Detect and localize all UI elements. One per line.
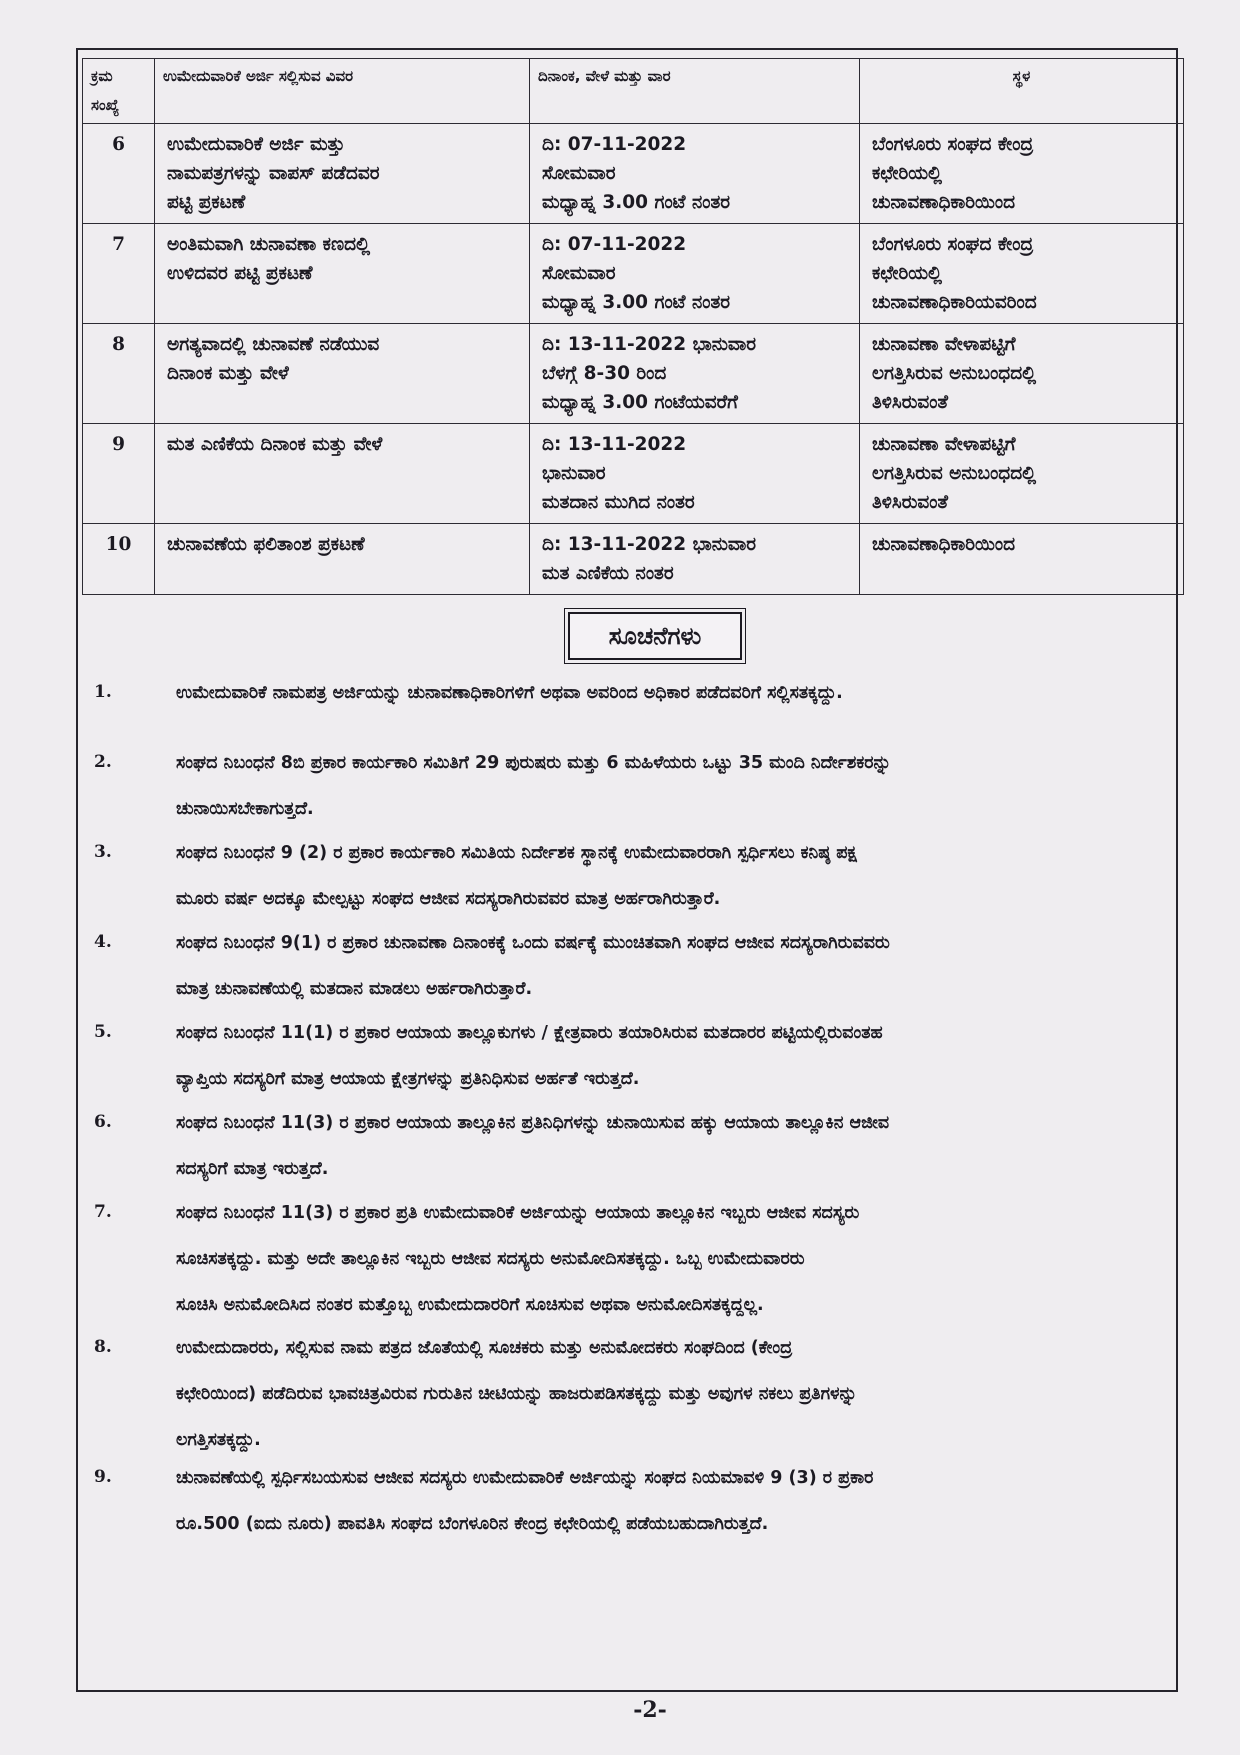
row-date-time-line: ಸೋಮವಾರ (542, 263, 616, 284)
row-place (860, 324, 1184, 424)
row-date-time-line: ಮಧ್ಯಾಹ್ನ 3.00 ಗಂಟೆ ನಂತರ (542, 192, 731, 213)
note-text (176, 830, 1176, 922)
row-date-time (530, 124, 860, 224)
note-number: 7. (94, 1202, 112, 1222)
row-place-line: ಚುನಾವಣಾಧಿಕಾರಿಯಿಂದ (872, 192, 1016, 213)
row-date-time (530, 524, 860, 595)
row-place-line: ತಿಳಿಸಿರುವಂತೆ (872, 492, 948, 513)
row-date-time (530, 324, 860, 424)
note-text (176, 1325, 1176, 1463)
row-place-line: ಕಛೇರಿಯಲ್ಲಿ (872, 163, 943, 184)
note-text (176, 920, 1176, 1012)
row-date-time-line: ಭಾನುವಾರ (542, 463, 606, 484)
table-row (83, 424, 1184, 524)
note-text-line: ಸಂಘದ ನಿಬಂಧನೆ 11(3) ರ ಪ್ರಕಾರ ಆಯಾಯ ತಾಲ್ಲೂಕಿನ ಪ್ರತಿನಿಧಿಗಳನ್ನು ಚುನಾಯಿಸುವ ಹಕ್ಕು ಆಯಾಯ ತಾಲ್ಲೂಕಿನ ಆಜೀವ (176, 1113, 890, 1133)
header-date-time: ದಿನಾಂಕ, ವೇಳೆ ಮತ್ತು ವಾರ (530, 59, 860, 124)
row-date-time-line: ಬೆಳಗ್ಗೆ 8-30 ರಿಂದ (542, 363, 667, 384)
header-description: ಉಮೇದುವಾರಿಕೆ ಅರ್ಜಿ ಸಲ್ಲಿಸುವ ವಿವರ (155, 59, 530, 124)
note-text (176, 1455, 1176, 1547)
row-date-time-line: ಮತ ಎಣಿಕೆಯ ನಂತರ (542, 563, 674, 584)
row-place-line: ಲಗತ್ತಿಸಿರುವ ಅನುಬಂಧದಲ್ಲಿ (872, 463, 1037, 484)
row-serial-no: 8 (83, 324, 155, 424)
header-place: ಸ್ಥಳ (860, 59, 1184, 124)
row-description (155, 124, 530, 224)
note-text-line: ರೂ.500 (ಐದು ನೂರು) ಪಾವತಿಸಿ ಸಂಘದ ಬೆಂಗಳೂರಿನ ಕೇಂದ್ರ ಕಛೇರಿಯಲ್ಲಿ ಪಡೆಯಬಹುದಾಗಿರುತ್ತದೆ. (176, 1514, 769, 1534)
note-number: 5. (94, 1022, 112, 1042)
note-text-line: ವ್ಯಾಪ್ತಿಯ ಸದಸ್ಯರಿಗೆ ಮಾತ್ರ ಆಯಾಯ ಕ್ಷೇತ್ರಗಳನ್ನು ಪ್ರತಿನಿಧಿಸುವ ಅರ್ಹತೆ ಇರುತ್ತದೆ. (176, 1069, 640, 1089)
note-text-line: ಸಂಘದ ನಿಬಂಧನೆ 11(3) ರ ಪ್ರಕಾರ ಪ್ರತಿ ಉಮೇದುವಾರಿಕೆ ಅರ್ಜಿಯನ್ನು ಆಯಾಯ ತಾಲ್ಲೂಕಿನ ಇಬ್ಬರು ಆಜೀವ ಸದಸ್ಯರು (176, 1203, 860, 1223)
table-row (83, 324, 1184, 424)
note-number: 3. (94, 842, 112, 862)
row-place (860, 524, 1184, 595)
note-number: 4. (94, 932, 112, 952)
row-description-line: ದಿನಾಂಕ ಮತ್ತು ವೇಳೆ (167, 363, 289, 384)
row-description-line: ಉಳಿದವರ ಪಟ್ಟಿ ಪ್ರಕಟಣೆ (167, 263, 313, 284)
table-row (83, 124, 1184, 224)
table-row (83, 524, 1184, 595)
note-text-line: ಚುನಾಯಿಸಬೇಕಾಗುತ್ತದೆ. (176, 799, 314, 819)
row-place (860, 424, 1184, 524)
note-text-line: ಸೂಚಿಸಿ ಅನುಮೋದಿಸಿದ ನಂತರ ಮತ್ತೊಬ್ಬ ಉಮೇದುದಾರರಿಗೆ ಸೂಚಿಸುವ ಅಥವಾ ಅನುಮೋದಿಸತಕ್ಕದ್ದಲ್ಲ. (176, 1295, 764, 1315)
row-place-line: ಚುನಾವಣಾ ವೇಳಾಪಟ್ಟಿಗೆ (872, 434, 1016, 455)
row-serial-no: 9 (83, 424, 155, 524)
row-place-line: ಚುನಾವಣಾ ವೇಳಾಪಟ್ಟಿಗೆ (872, 334, 1016, 355)
row-description (155, 524, 530, 595)
note-text (176, 1190, 1176, 1328)
row-date-time-line: ಮಧ್ಯಾಹ್ನ 3.00 ಗಂಟೆಯವರೆಗೆ (542, 392, 738, 413)
row-place-line: ಚುನಾವಣಾಧಿಕಾರಿಯವರಿಂದ (872, 292, 1037, 313)
note-number: 1. (94, 682, 112, 702)
row-date-time-line: ದಿ: 07-11-2022 (542, 134, 687, 155)
note-text-line: ಸಂಘದ ನಿಬಂಧನೆ 9(1) ರ ಪ್ರಕಾರ ಚುನಾವಣಾ ದಿನಾಂಕಕ್ಕೆ ಒಂದು ವರ್ಷಕ್ಕೆ ಮುಂಚಿತವಾಗಿ ಸಂಘದ ಆಜೀವ ಸದಸ್ಯರಾಗಿರುವವರು (176, 933, 890, 953)
table-row (83, 224, 1184, 324)
note-text (176, 670, 1176, 716)
note-text (176, 1100, 1176, 1192)
page-number: -2- (633, 1697, 667, 1723)
row-description (155, 424, 530, 524)
row-description-line: ಪಟ್ಟಿ ಪ್ರಕಟಣೆ (167, 192, 246, 213)
notes-heading: ಸೂಚನೆಗಳು (568, 612, 742, 660)
row-date-time-line: ದಿ: 13-11-2022 ಭಾನುವಾರ (542, 334, 757, 355)
note-text (176, 1010, 1176, 1102)
note-text-line: ಮೂರು ವರ್ಷ ಅದಕ್ಕೂ ಮೇಲ್ಪಟ್ಟು ಸಂಘದ ಆಜೀವ ಸದಸ್ಯರಾಗಿರುವವರ ಮಾತ್ರ ಅರ್ಹರಾಗಿರುತ್ತಾರೆ. (176, 889, 721, 909)
row-description (155, 324, 530, 424)
row-place-line: ಬೆಂಗಳೂರು ಸಂಘದ ಕೇಂದ್ರ (872, 234, 1034, 255)
note-text-line: ಉಮೇದುವಾರಿಕೆ ನಾಮಪತ್ರ ಅರ್ಜಿಯನ್ನು ಚುನಾವಣಾಧಿಕಾರಿಗಳಿಗೆ ಅಥವಾ ಅವರಿಂದ ಅಧಿಕಾರ ಪಡೆದವರಿಗೆ ಸಲ್ಲಿಸತಕ್ಕದ್ದು. (176, 683, 843, 703)
note-text-line: ಚುನಾವಣೆಯಲ್ಲಿ ಸ್ಪರ್ಧಿಸಬಯಸುವ ಆಜೀವ ಸದಸ್ಯರು ಉಮೇದುವಾರಿಕೆ ಅರ್ಜಿಯನ್ನು ಸಂಘದ ನಿಯಮಾವಳಿ 9 (3) ರ ಪ್ರಕಾರ (176, 1468, 874, 1488)
note-text-line: ಸದಸ್ಯರಿಗೆ ಮಾತ್ರ ಇರುತ್ತದೆ. (176, 1159, 329, 1179)
note-text-line: ಸಂಘದ ನಿಬಂಧನೆ 11(1) ರ ಪ್ರಕಾರ ಆಯಾಯ ತಾಲ್ಲೂಕುಗಳು / ಕ್ಷೇತ್ರವಾರು ತಯಾರಿಸಿರುವ ಮತದಾರರ ಪಟ್ಟಿಯಲ್ಲಿರುವಂತಹ (176, 1023, 883, 1043)
row-date-time-line: ದಿ: 13-11-2022 ಭಾನುವಾರ (542, 534, 757, 555)
row-description-line: ಅಗತ್ಯವಾದಲ್ಲಿ ಚುನಾವಣೆ ನಡೆಯುವ (167, 334, 380, 355)
row-description-line: ನಾಮಪತ್ರಗಳನ್ನು ವಾಪಸ್ ಪಡೆದವರ (167, 163, 380, 184)
row-date-time-line: ದಿ: 07-11-2022 (542, 234, 687, 255)
note-number: 9. (94, 1467, 112, 1487)
row-date-time-line: ಮತದಾನ ಮುಗಿದ ನಂತರ (542, 492, 695, 513)
row-description-line: ಉಮೇದುವಾರಿಕೆ ಅರ್ಜಿ ಮತ್ತು (167, 134, 345, 155)
row-place-line: ಬೆಂಗಳೂರು ಸಂಘದ ಕೇಂದ್ರ (872, 134, 1034, 155)
row-place (860, 124, 1184, 224)
row-place-line: ಚುನಾವಣಾಧಿಕಾರಿಯಿಂದ (872, 534, 1016, 555)
row-place-line: ಕಛೇರಿಯಲ್ಲಿ (872, 263, 943, 284)
row-description-line: ಮತ ಎಣಿಕೆಯ ದಿನಾಂಕ ಮತ್ತು ವೇಳೆ (167, 434, 383, 455)
row-description-line: ಚುನಾವಣೆಯ ಫಲಿತಾಂಶ ಪ್ರಕಟಣೆ (167, 534, 365, 555)
note-text (176, 740, 1176, 832)
row-date-time-line: ಸೋಮವಾರ (542, 163, 616, 184)
row-serial-no: 6 (83, 124, 155, 224)
row-description (155, 224, 530, 324)
row-date-time-line: ಮಧ್ಯಾಹ್ನ 3.00 ಗಂಟೆ ನಂತರ (542, 292, 731, 313)
note-number: 2. (94, 752, 112, 772)
row-date-time-line: ದಿ: 13-11-2022 (542, 434, 687, 455)
note-text-line: ಉಮೇದುದಾರರು, ಸಲ್ಲಿಸುವ ನಾಮ ಪತ್ರದ ಜೊತೆಯಲ್ಲಿ ಸೂಚಕರು ಮತ್ತು ಅನುಮೋದಕರು ಸಂಘದಿಂದ (ಕೇಂದ್ರ (176, 1338, 793, 1358)
schedule-table (82, 58, 1184, 595)
note-text-line: ಕಛೇರಿಯಿಂದ) ಪಡೆದಿರುವ ಭಾವಚಿತ್ರವಿರುವ ಗುರುತಿನ ಚೀಟಿಯನ್ನು ಹಾಜರುಪಡಿಸತಕ್ಕದ್ದು ಮತ್ತು ಅವುಗಳ ನಕಲು ಪ್ರತಿಗಳನ್ನು (176, 1384, 858, 1404)
table-header-row (83, 59, 1184, 124)
header-serial-no: ಕ್ರಮ ಸಂಖ್ಯೆ (83, 59, 155, 124)
row-date-time (530, 224, 860, 324)
row-description-line: ಅಂತಿಮವಾಗಿ ಚುನಾವಣಾ ಕಣದಲ್ಲಿ (167, 234, 371, 255)
note-number: 8. (94, 1337, 112, 1357)
note-text-line: ಸಂಘದ ನಿಬಂಧನೆ 9 (2) ರ ಪ್ರಕಾರ ಕಾರ್ಯಕಾರಿ ಸಮಿತಿಯ ನಿರ್ದೇಶಕ ಸ್ಥಾನಕ್ಕೆ ಉಮೇದುವಾರರಾಗಿ ಸ್ಪರ್ಧಿಸಲು ಕನಿಷ್ಠ ಪಕ್ಷ (176, 843, 857, 863)
row-place (860, 224, 1184, 324)
note-text-line: ಲಗತ್ತಿಸತಕ್ಕದ್ದು. (176, 1430, 261, 1450)
row-date-time (530, 424, 860, 524)
note-text-line: ಸಂಘದ ನಿಬಂಧನೆ 8ಬಿ ಪ್ರಕಾರ ಕಾರ್ಯಕಾರಿ ಸಮಿತಿಗೆ 29 ಪುರುಷರು ಮತ್ತು 6 ಮಹಿಳೆಯರು ಒಟ್ಟು 35 ಮಂದಿ ನಿರ್ದೇಶಕರನ್ನು (176, 753, 892, 773)
note-text-line: ಸೂಚಿಸತಕ್ಕದ್ದು. ಮತ್ತು ಅದೇ ತಾಲ್ಲೂಕಿನ ಇಬ್ಬರು ಆಜೀವ ಸದಸ್ಯರು ಅನುಮೋದಿಸತಕ್ಕದ್ದು. ಒಬ್ಬ ಉಮೇದುವಾರರು (176, 1249, 805, 1269)
row-serial-no: 7 (83, 224, 155, 324)
note-text-line: ಮಾತ್ರ ಚುನಾವಣೆಯಲ್ಲಿ ಮತದಾನ ಮಾಡಲು ಅರ್ಹರಾಗಿರುತ್ತಾರೆ. (176, 979, 533, 999)
note-number: 6. (94, 1112, 112, 1132)
row-place-line: ತಿಳಿಸಿರುವಂತೆ (872, 392, 948, 413)
row-serial-no: 10 (83, 524, 155, 595)
row-place-line: ಲಗತ್ತಿಸಿರುವ ಅನುಬಂಧದಲ್ಲಿ (872, 363, 1037, 384)
